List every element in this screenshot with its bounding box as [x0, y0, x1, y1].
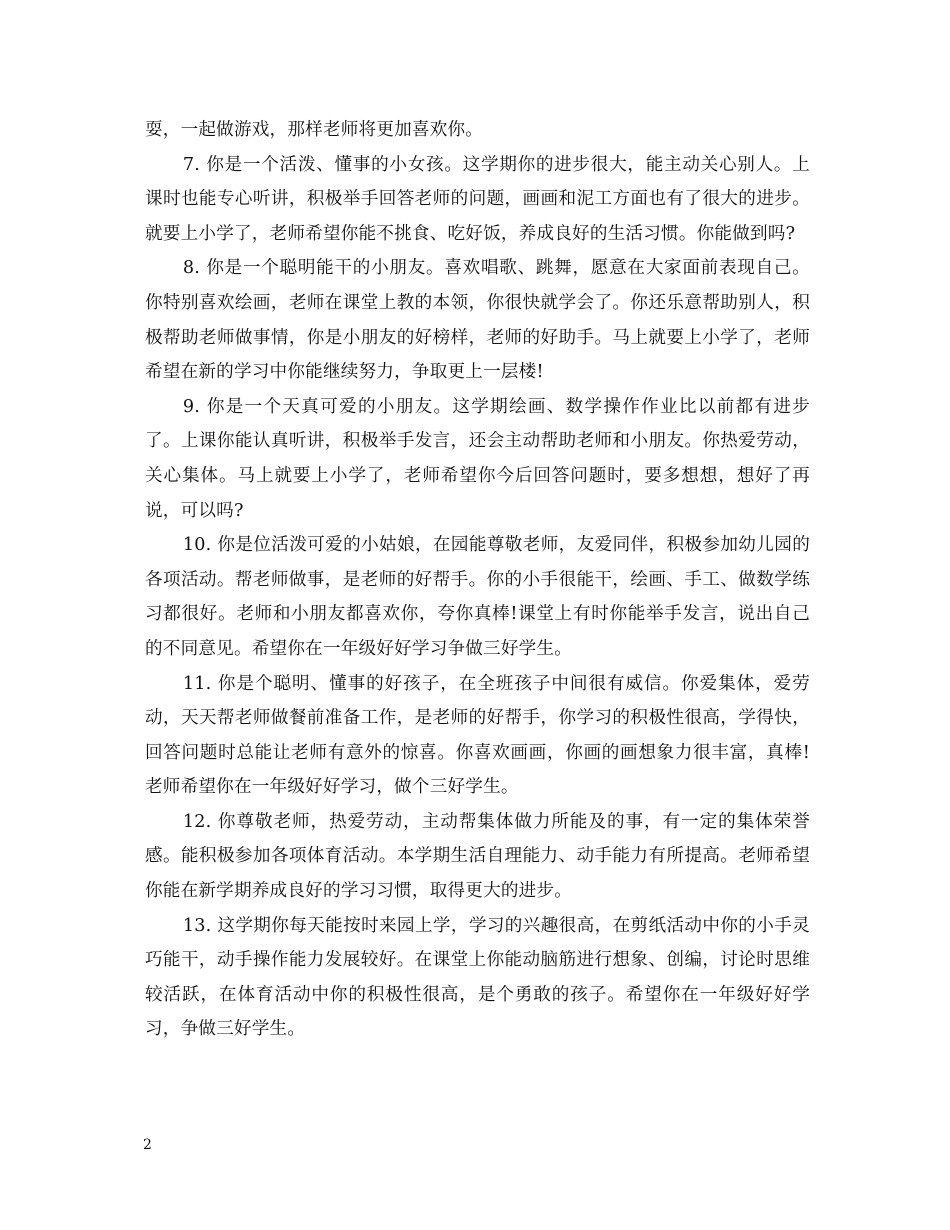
paragraph-item-9: 9. 你是一个天真可爱的小朋友。这学期绘画、数学操作作业比以前都有进步了。上课你能认真听讲，积极举手发言，还会主动帮助老师和小朋友。你热爱劳动，关心集体。马上就要上小学了，老师希望你今后回答问题时，要多想想，想好了再说，可以吗? [145, 396, 810, 521]
paragraph-item-11: 11. 你是个聪明、懂事的好孩子，在全班孩子中间很有威信。你爱集体，爱劳动，天天帮老师做餐前准备工作，是老师的好帮手，你学习的积极性很高，学得快，回答问题时总能让老师有意外的惊喜。你喜欢画画，你画的画想象力很丰富，真棒!老师希望你在一年级好好学习，做个三好学生。 [145, 673, 810, 798]
paragraph-item-10: 10. 你是位活泼可爱的小姑娘，在园能尊敬老师，友爱同伴，积极参加幼儿园的各项活动。帮老师做事，是老师的好帮手。你的小手很能干，绘画、手工、做数学练习都很好。老师和小朋友都喜欢你，夸你真棒!课堂上有时你能举手发言，说出自己的不同意见。希望你在一年级好好学习争做三好学生。 [145, 535, 810, 659]
paragraph-item-7: 7. 你是一个活泼、懂事的小女孩。这学期你的进步很大，能主动关心别人。上课时也能专心听讲，积极举手回答老师的问题，画画和泥工方面也有了很大的进步。就要上小学了，老师希望你能不挑食、吃好饭，养成良好的生活习惯。你能做到吗? [145, 154, 810, 244]
document-body [145, 113, 810, 1047]
paragraph-item-12: 12. 你尊敬老师，热爱劳动，主动帮集体做力所能及的事，有一定的集体荣誉感。能积极参加各项体育活动。本学期生活自理能力、动手能力有所提高。老师希望你能在新学期养成良好的学习习惯，取得更大的进步。 [145, 811, 810, 902]
paragraph-item-8: 8. 你是一个聪明能干的小朋友。喜欢唱歌、跳舞，愿意在大家面前表现自己。你特别喜欢绘画，老师在课堂上教的本领，你很快就学会了。你还乐意帮助别人，积极帮助老师做事情，你是小朋友的好榜样，老师的好助手。马上就要上小学了，老师希望在新的学习中你能继续努力，争取更上一层楼! [145, 258, 810, 383]
paragraph-item-13: 13. 这学期你每天能按时来园上学，学习的兴趣很高，在剪纸活动中你的小手灵巧能干，动手操作能力发展较好。在课堂上你能动脑筋进行想象、创编，讨论时思维较活跃，在体育活动中你的积极性很高，是个勇敢的孩子。希望你在一年级好好学习，争做三好学生。 [145, 915, 810, 1040]
page-number: 2 [143, 1137, 152, 1153]
paragraph-continuation: 耍，一起做游戏，那样老师将更加喜欢你。 [145, 120, 484, 140]
